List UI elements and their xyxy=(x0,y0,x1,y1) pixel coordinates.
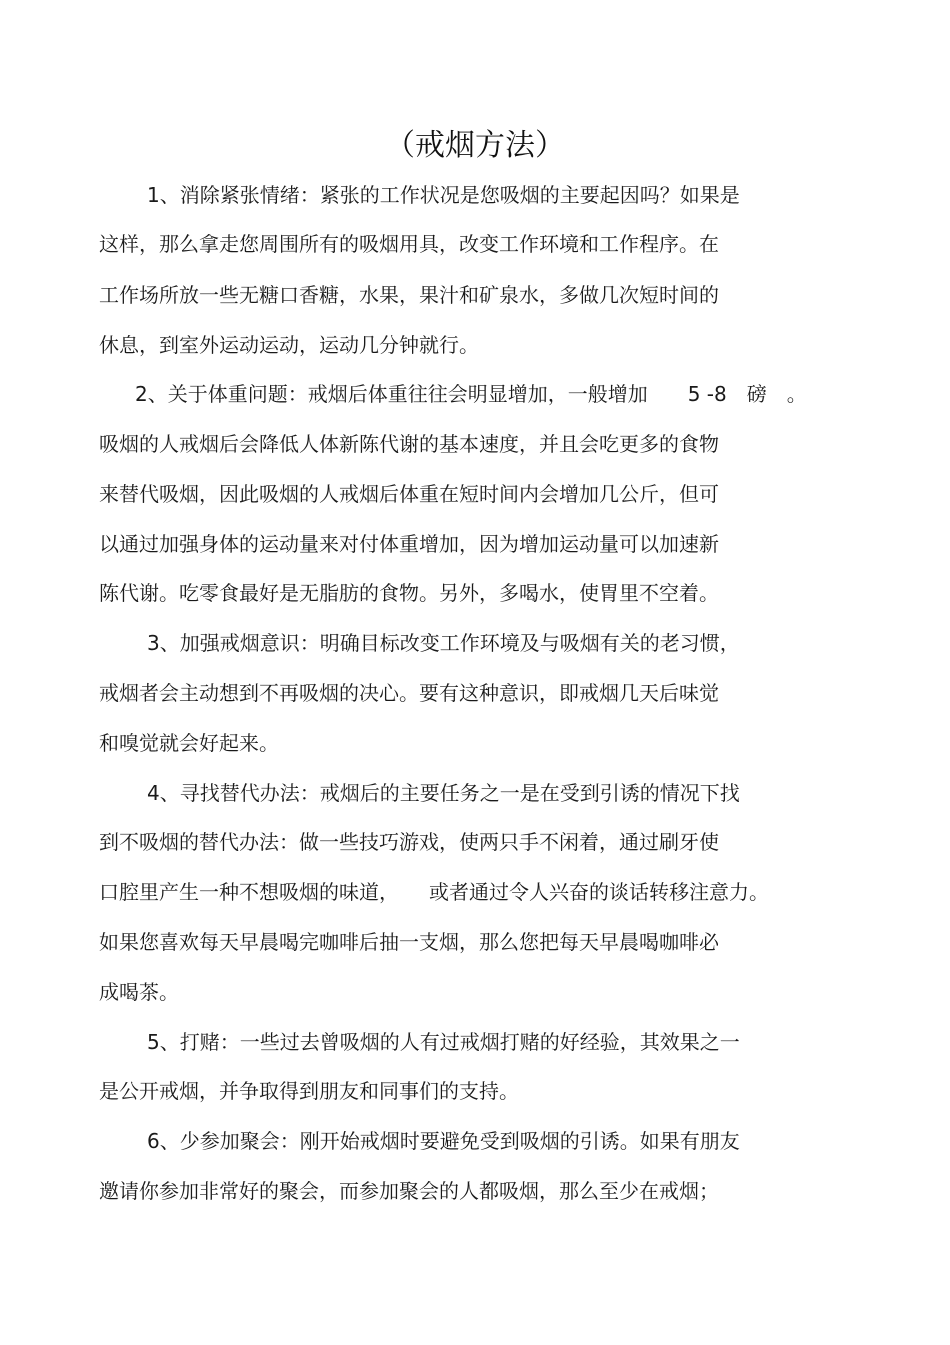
text-line: 戒烟者会主动想到不再吸烟的决心。要有这种意识，即戒烟几天后味觉 xyxy=(99,681,719,705)
text-line: 来替代吸烟，因此吸烟的人戒烟后体重在短时间内会增加几公斤，但可 xyxy=(99,482,719,506)
text-line: 如果您喜欢每天早晨喝完咖啡后抽一支烟，那么您把每天早晨喝咖啡必 xyxy=(99,930,719,954)
text-line: 陈代谢。吃零食最好是无脂肪的食物。另外，多喝水，使胃里不空着。 xyxy=(99,581,719,605)
text-line: 是公开戒烟，并争取得到朋友和同事们的支持。 xyxy=(99,1079,519,1103)
text-line: 1、消除紧张情绪：紧张的工作状况是您吸烟的主要起因吗？如果是 xyxy=(147,183,740,207)
text-line: 和嗅觉就会好起来。 xyxy=(99,731,279,755)
text-line: 5、打赌：一些过去曾吸烟的人有过戒烟打赌的好经验，其效果之一 xyxy=(147,1030,740,1054)
text-line: 以通过加强身体的运动量来对付体重增加，因为增加运动量可以加速新 xyxy=(99,532,719,556)
text-line: 到不吸烟的替代办法：做一些技巧游戏，使两只手不闲着，通过刷牙使 xyxy=(99,830,719,854)
text-line: 成喝茶。 xyxy=(99,980,179,1004)
text-line: 吸烟的人戒烟后会降低人体新陈代谢的基本速度，并且会吃更多的食物 xyxy=(99,432,719,456)
text-line: 口腔里产生一种不想吸烟的味道， 或者通过令人兴奋的谈话转移注意力。 xyxy=(99,880,769,904)
text-line: 邀请你参加非常好的聚会，而参加聚会的人都吸烟，那么至少在戒烟； xyxy=(99,1179,719,1203)
text-line: 2、关于体重问题：戒烟后体重往往会明显增加，一般增加 5 -8 磅 。 xyxy=(135,382,807,406)
text-line: 3、加强戒烟意识：明确目标改变工作环境及与吸烟有关的老习惯， xyxy=(147,631,740,655)
text-line: 6、少参加聚会：刚开始戒烟时要避免受到吸烟的引诱。如果有朋友 xyxy=(147,1129,740,1153)
text-line: 4、寻找替代办法：戒烟后的主要任务之一是在受到引诱的情况下找 xyxy=(147,781,740,805)
text-line: 工作场所放一些无糖口香糖，水果，果汁和矿泉水，多做几次短时间的 xyxy=(99,283,719,307)
document-title: （戒烟方法） xyxy=(385,128,565,163)
text-line: 休息，到室外运动运动，运动几分钟就行。 xyxy=(99,333,479,357)
text-line: 这样，那么拿走您周围所有的吸烟用具，改变工作环境和工作程序。在 xyxy=(99,232,719,256)
